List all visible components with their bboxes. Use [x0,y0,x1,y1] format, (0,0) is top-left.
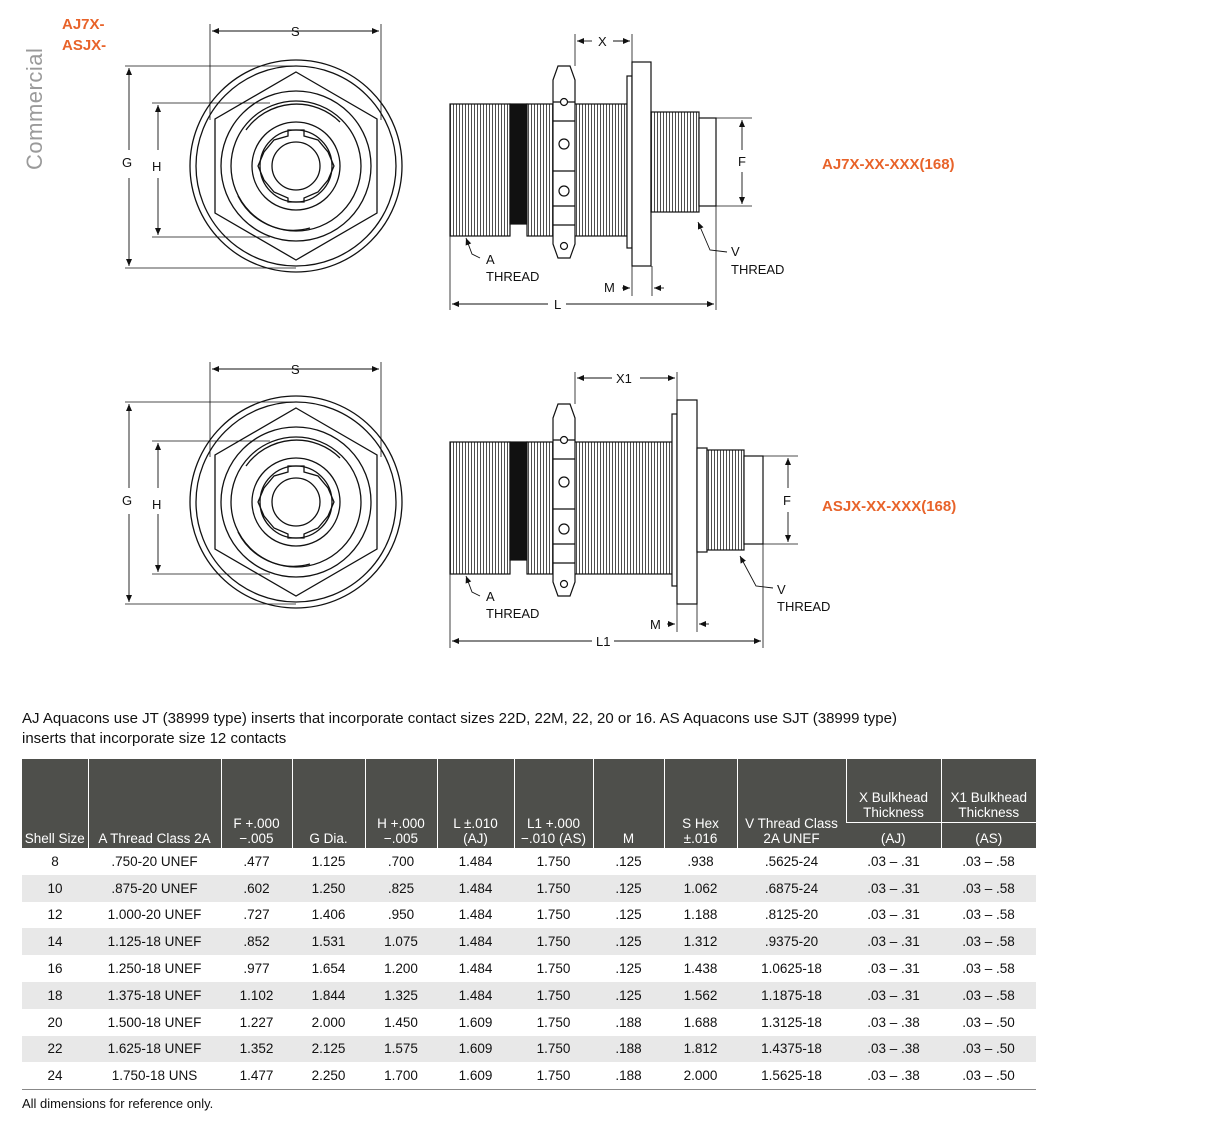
dimension-table [22,759,1036,1090]
table-cell: 1.750 [536,961,571,977]
table-cell: 1.750 [514,875,593,902]
table-cell: .6875-24 [737,875,846,902]
side-view-top [450,62,716,266]
end-view-bottom [125,362,402,608]
label-thread-a-top: THREAD [486,269,540,284]
table-cell: 1.250-18 UNEF [107,961,202,977]
table-cell: .852 [221,928,292,955]
table-cell: .03 – .58 [962,907,1015,923]
table-cell: 14 [22,928,88,955]
table-body [22,848,1036,1090]
table-row [22,928,1036,955]
table-cell: .5625-24 [764,853,819,869]
side-label: Commercial [22,47,47,170]
table-cell: 1.0625-18 [761,961,822,977]
table-cell: .125 [593,928,664,955]
header-m: M [593,759,664,848]
label-v-bottom: V [777,582,786,597]
side-view-bottom [450,400,763,604]
table-row [22,902,1036,929]
table-cell: 1.484 [437,875,514,902]
table-cell: 1.102 [221,982,292,1009]
table-cell: 1.750 [514,982,593,1009]
header-f: F +.000 −.005 [221,759,292,848]
table-cell: .700 [387,853,415,869]
table-cell: 1.075 [365,928,437,955]
table-cell: 1.375-18 UNEF [88,982,221,1009]
table-cell: 18 [22,982,88,1009]
table-cell: 1.484 [458,853,493,869]
table-cell: .125 [593,875,664,902]
header-g: G Dia. [292,759,365,848]
table-cell: .03 – .31 [867,907,920,923]
part-prefix-aj: AJ7X- [62,16,105,33]
insert-note: AJ Aquacons use JT (38999 type) inserts that incorporate contact sizes 22D, 22M, 22, 20 or 16. AS Aquacons use SJT (38999 type) inserts that incorporate size 12 contacts [22,710,897,747]
table-row [22,955,1036,982]
table-cell: 1.484 [437,982,514,1009]
table-cell: .03 – .58 [941,982,1036,1009]
table-cell: 1.1875-18 [737,982,846,1009]
table-cell: 1.750 [536,853,571,869]
footnote: All dimensions for reference only. [22,1096,214,1111]
table-cell: 1.484 [458,907,493,923]
table-cell: 2.000 [664,1062,737,1089]
table-cell: .750-20 UNEF [111,853,198,869]
table-cell: 1.625-18 UNEF [88,1036,221,1063]
table-row [22,1009,1036,1036]
table-cell: .03 – .38 [846,1036,941,1063]
table-cell: 1.750 [536,1014,571,1030]
table-cell: 1.531 [292,928,365,955]
table-cell: 1.750 [514,928,593,955]
table-cell: .188 [593,1036,664,1063]
table-cell: .477 [243,853,270,869]
table-cell: 1.609 [437,1036,514,1063]
table-cell: 1.5625-18 [737,1062,846,1089]
table-cell: 1.3125-18 [761,1014,822,1030]
header-x1-sub: (AS) [941,822,1036,848]
dim-label-f-bottom: F [783,493,791,508]
table-cell: 1.477 [221,1062,292,1089]
table-cell: 1.125-18 UNEF [88,928,221,955]
table-cell: 1.654 [311,961,346,977]
table-cell: .03 – .50 [962,1014,1015,1030]
header-s-hex: S Hex ±.016 [664,759,737,848]
table-cell: .03 – .58 [962,961,1015,977]
end-view-top [125,24,402,272]
table-cell: .977 [243,961,270,977]
table-cell: 1.609 [458,1014,493,1030]
dim-label-h-bottom: H [152,497,162,512]
dim-label-m-top: M [604,280,615,295]
table-cell: 24 [22,1062,88,1089]
table-cell: .03 – .58 [941,928,1036,955]
table-cell: 2.250 [292,1062,365,1089]
table-cell: 2.000 [311,1014,346,1030]
table-cell: 1.406 [311,907,346,923]
table-cell: .938 [687,853,714,869]
dim-label-f-top: F [738,154,746,169]
table-cell: .950 [387,907,415,923]
dim-label-s-bottom: S [291,362,300,377]
dim-label-g: G [122,155,133,170]
table-cell: .03 – .58 [962,853,1015,869]
part-prefix-as: ASJX- [62,37,107,54]
table-cell: 1.750 [514,1036,593,1063]
table-cell: .875-20 UNEF [88,875,221,902]
table-row [22,848,1036,875]
header-x1: X1 Bulkhead Thickness [941,759,1036,822]
dim-label-m-bottom: M [650,617,661,632]
table-cell: .03 – .31 [846,875,941,902]
header-h: H +.000 −.005 [365,759,437,848]
dim-label-h: H [152,159,162,174]
header-x-sub: (AJ) [846,822,941,848]
table-cell: 2.125 [292,1036,365,1063]
table-cell: 1.562 [664,982,737,1009]
table-cell: .188 [593,1062,664,1089]
table-cell: 16 [47,961,63,977]
table-cell: .727 [243,907,270,923]
dim-label-s: S [291,24,300,39]
table-cell: 1.4375-18 [737,1036,846,1063]
table-cell: .03 – .31 [867,961,920,977]
table-cell: 1.812 [664,1036,737,1063]
table-cell: 1.844 [292,982,365,1009]
header-l1: L1 +.000 −.010 (AS) [514,759,593,848]
table-cell: .188 [615,1014,642,1030]
table-cell: 1.484 [458,961,493,977]
table-cell: 1.575 [365,1036,437,1063]
table-cell: 1.609 [437,1062,514,1089]
header-shell-size: Shell Size [22,759,88,848]
table-cell: .8125-20 [764,907,819,923]
table-cell: .125 [615,907,642,923]
table-cell: .602 [221,875,292,902]
table-cell: .03 – .31 [846,982,941,1009]
table-cell: 1.200 [384,961,418,977]
table-cell: 1.450 [384,1014,418,1030]
table-cell: 1.438 [683,961,718,977]
table-cell: .03 – .50 [941,1062,1036,1089]
header-l: L ±.010 (AJ) [437,759,514,848]
table-row [22,875,1036,902]
dim-label-l1: L1 [596,634,611,649]
header-a-thread: A Thread Class 2A [88,759,221,848]
table-cell: 1.188 [683,907,718,923]
table-cell: .03 – .50 [941,1036,1036,1063]
dim-label-l: L [554,297,562,312]
dim-label-g-bottom: G [122,493,133,508]
table-row [22,1062,1036,1089]
table-cell: 1.750 [536,907,571,923]
label-v-top: V [731,244,740,259]
table-cell: .9375-20 [737,928,846,955]
table-cell: .03 – .38 [867,1014,920,1030]
header-v-thread: V Thread Class 2A UNEF [737,759,846,848]
table-cell: .03 – .38 [846,1062,941,1089]
part-number-top: AJ7X-XX-XXX(168) [822,156,955,173]
label-a-top: A [486,252,495,267]
header-x: X Bulkhead Thickness [846,759,941,822]
table-cell: 8 [51,853,59,869]
table-cell: 1.750 [514,1062,593,1089]
table-cell: 12 [47,907,63,923]
label-thread-v-top: THREAD [731,262,785,277]
label-thread-v-bottom: THREAD [777,599,831,614]
table-cell: .125 [615,961,642,977]
table-cell: 1.750-18 UNS [88,1062,221,1089]
table-cell: 1.325 [365,982,437,1009]
table-cell: 20 [47,1014,63,1030]
table-cell: 1.484 [437,928,514,955]
table-row [22,1036,1036,1063]
table-cell: 1.688 [683,1014,718,1030]
label-thread-a-bottom: THREAD [486,606,540,621]
table-cell: .125 [615,853,642,869]
table-cell: 1.125 [311,853,346,869]
table-cell: 1.227 [239,1014,274,1030]
table-cell: 1.700 [365,1062,437,1089]
table-cell: .03 – .31 [867,853,920,869]
table-cell: 22 [22,1036,88,1063]
table-cell: .03 – .58 [941,875,1036,902]
table-cell: 1.000-20 UNEF [107,907,202,923]
table-cell: 1.500-18 UNEF [107,1014,202,1030]
table-cell: .825 [365,875,437,902]
table-cell: 1.312 [664,928,737,955]
label-a-bottom: A [486,589,495,604]
dim-label-x1: X1 [616,371,632,386]
table-cell: .125 [593,982,664,1009]
table-cell: .03 – .31 [846,928,941,955]
dim-label-x: X [598,34,607,49]
table-cell: 1.352 [221,1036,292,1063]
table-cell: 10 [22,875,88,902]
part-number-bottom: ASJX-XX-XXX(168) [822,498,957,515]
table-cell: 1.062 [664,875,737,902]
table-row [22,982,1036,1009]
table-cell: 1.250 [292,875,365,902]
